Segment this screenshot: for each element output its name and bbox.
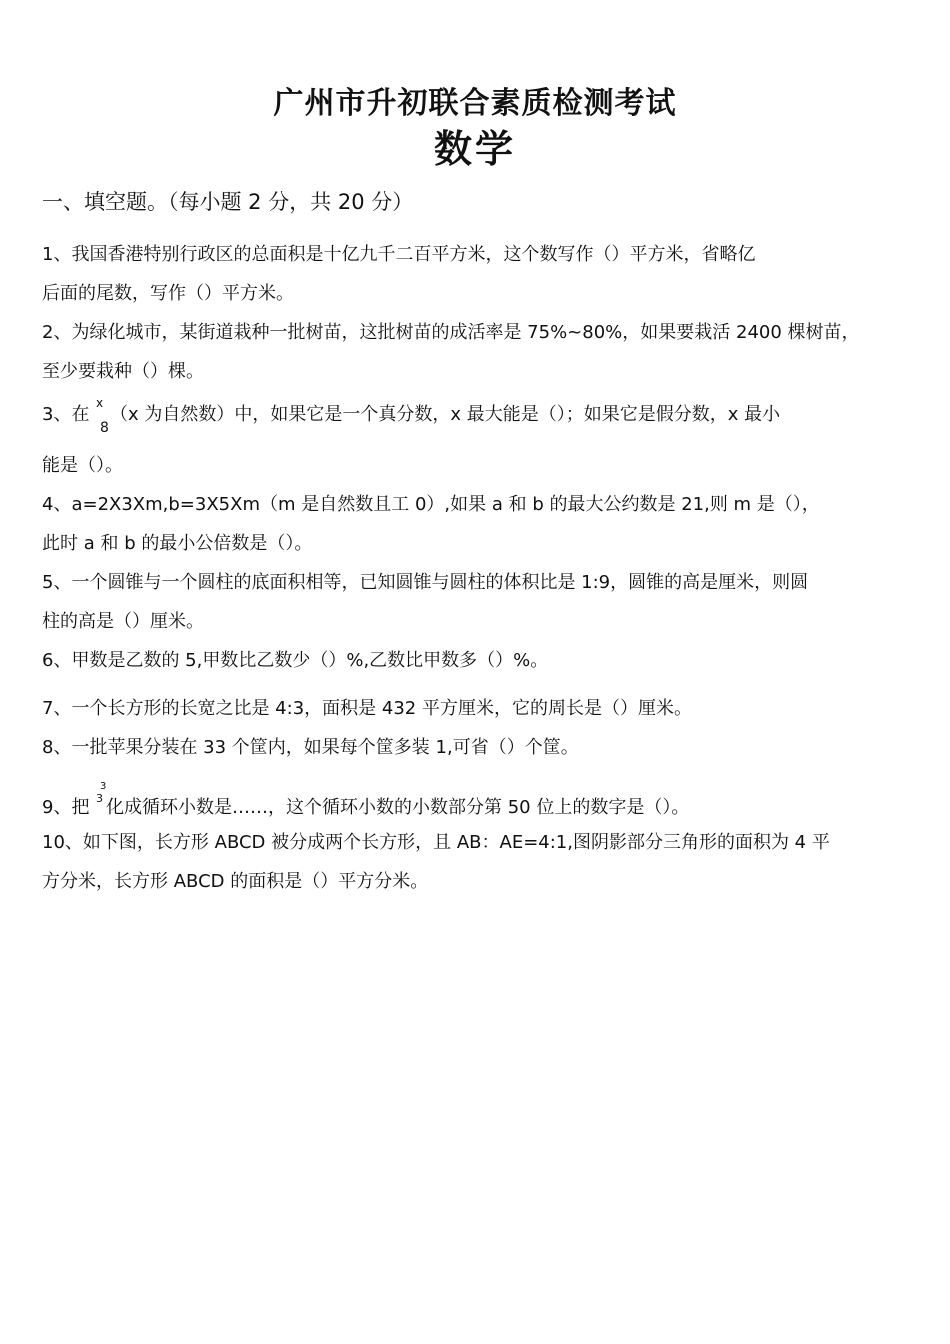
question-9-prefix: 9、把 bbox=[42, 797, 90, 818]
question-10-line-2: 方分米，长方形 ABCD 的面积是（）平方分米。 bbox=[42, 871, 429, 892]
question-3-prefix: 3、在 bbox=[42, 404, 90, 425]
question-9: 化成循环小数是……，这个循环小数的小数部分第 50 位上的数字是（）。 bbox=[106, 797, 690, 818]
question-3-line-2: 能是（）。 bbox=[42, 455, 123, 476]
section-heading: 一、填空题。（每小题 2 分，共 20 分） bbox=[42, 190, 414, 214]
superscript-mid: 3 bbox=[96, 792, 103, 805]
question-5-line-1: 5、一个圆锥与一个圆柱的底面积相等，已知圆锥与圆柱的体积比是 1:9，圆锥的高是厘米，则圆 bbox=[42, 572, 809, 593]
question-1-line-2: 后面的尾数，写作（）平方米。 bbox=[42, 283, 294, 304]
question-3-line-1: （x 为自然数）中，如果它是一个真分数，x 最大能是（）；如果它是假分数，x 最小 bbox=[110, 404, 781, 425]
question-4-line-2: 此时 a 和 b 的最小公倍数是（）。 bbox=[42, 533, 313, 554]
question-1-line-1: 1、我国香港特别行政区的总面积是十亿九千二百平方米，这个数写作（）平方米，省略亿 bbox=[42, 244, 756, 265]
question-10-line-1: 10、如下图，长方形 ABCD 被分成两个长方形，且 AB：AE=4:1,图阴影部分三角形的面积为 4 平 bbox=[42, 832, 830, 853]
question-6: 6、甲数是乙数的 5,甲数比乙数少（）%,乙数比甲数多（）%。 bbox=[42, 650, 549, 671]
question-7: 7、一个长方形的长宽之比是 4:3，面积是 432 平方厘米，它的周长是（）厘米。 bbox=[42, 698, 692, 719]
question-2-line-2: 至少要栽种（）棵。 bbox=[42, 361, 204, 382]
question-4-line-1: 4、a=2X3Xm,b=3X5Xm（m 是自然数且工 0）,如果 a 和 b 的最大公约数是 21,则 m 是（）， bbox=[42, 494, 820, 515]
fraction-numerator: x bbox=[96, 396, 104, 410]
exam-title: 广州市升初联合素质检测考试 bbox=[273, 86, 677, 121]
question-2-line-1: 2、为绿化城市，某街道栽种一批树苗，这批树苗的成活率是 75%~80%，如果要栽活 2400 棵树苗， bbox=[42, 322, 860, 343]
question-5-line-2: 柱的高是（）厘米。 bbox=[42, 611, 204, 632]
question-8: 8、一批苹果分装在 33 个筐内，如果每个筐多装 1,可省（）个筐。 bbox=[42, 737, 579, 758]
fraction-denominator: 8 bbox=[100, 420, 109, 436]
superscript-top: 3 bbox=[100, 781, 107, 792]
subject-title: 数学 bbox=[433, 127, 516, 171]
